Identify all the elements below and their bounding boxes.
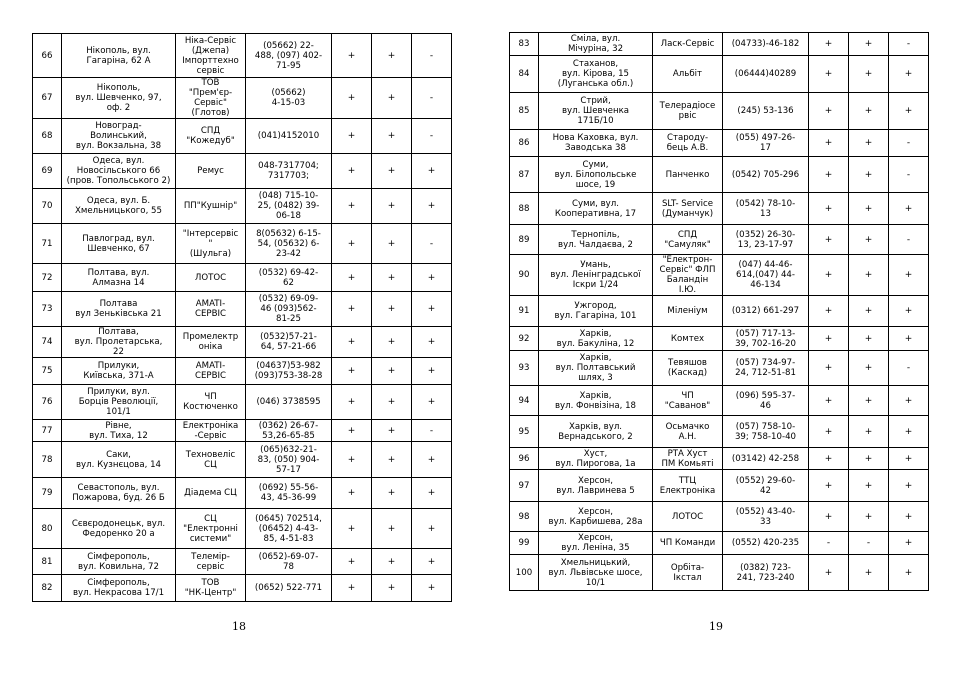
row-number: 88 — [510, 193, 539, 225]
availability-mark-2: + — [372, 327, 412, 358]
availability-mark-1: + — [809, 225, 849, 255]
availability-mark-1: + — [332, 385, 372, 420]
availability-mark-2: + — [372, 34, 412, 78]
service-centers-table — [509, 32, 929, 591]
row-number: 91 — [510, 296, 539, 327]
address-cell: Прилуки, Київська, 371-А — [62, 358, 176, 385]
phone-cell: (046) 3738595 — [246, 385, 332, 420]
availability-mark-3: + — [889, 296, 929, 327]
company-cell: Альбіт — [653, 56, 723, 93]
company-cell: Промелектр оніка — [176, 327, 246, 358]
row-number: 68 — [33, 119, 62, 154]
phone-cell: (055) 497-26- 17 — [723, 130, 809, 157]
availability-mark-2: + — [849, 225, 889, 255]
row-number: 90 — [510, 255, 539, 296]
availability-mark-2: + — [849, 157, 889, 193]
company-cell: СПД "Кожедуб" — [176, 119, 246, 154]
availability-mark-1: + — [809, 351, 849, 386]
availability-mark-1: + — [332, 224, 372, 264]
service-centers-table — [32, 33, 452, 602]
phone-cell: (0532) 69-42- 62 — [246, 264, 332, 292]
address-cell: Харків, вул. Полтавський шлях, 3 — [539, 351, 653, 386]
availability-mark-3: + — [412, 442, 452, 478]
availability-mark-2: + — [372, 358, 412, 385]
row-number: 98 — [510, 502, 539, 532]
row-number: 87 — [510, 157, 539, 193]
phone-cell: (057) 717-13- 39, 702-16-20 — [723, 327, 809, 351]
address-cell: Сімферополь, вул. Некрасова 17/1 — [62, 575, 176, 602]
row-number: 84 — [510, 56, 539, 93]
availability-mark-1: + — [332, 264, 372, 292]
availability-mark-3: + — [889, 416, 929, 448]
row-number: 75 — [33, 358, 62, 385]
availability-mark-3: - — [889, 33, 929, 56]
availability-mark-3: - — [889, 130, 929, 157]
company-cell: Ласк-Сервіс — [653, 33, 723, 56]
availability-mark-2: + — [372, 549, 412, 575]
availability-mark-3: - — [412, 34, 452, 78]
company-cell: AMATI- СЕРВІС — [176, 358, 246, 385]
company-cell: ЧП "Саванов" — [653, 386, 723, 416]
availability-mark-3: + — [889, 470, 929, 502]
availability-mark-3: - — [412, 119, 452, 154]
phone-cell: (065)632-21- 83, (050) 904- 57-17 — [246, 442, 332, 478]
address-cell: Прилуки, вул. Борців Революції, 101/1 — [62, 385, 176, 420]
availability-mark-2: + — [372, 264, 412, 292]
phone-cell: (245) 53-136 — [723, 93, 809, 130]
address-cell: Полтава, вул. Алмазна 14 — [62, 264, 176, 292]
row-number: 67 — [33, 78, 62, 119]
company-cell: Орбіта- Ікстал — [653, 555, 723, 591]
table-row — [33, 385, 452, 420]
availability-mark-1: + — [809, 193, 849, 225]
availability-mark-3: + — [889, 386, 929, 416]
company-cell: Осьмачко А.Н. — [653, 416, 723, 448]
address-cell: Саки, вул. Кузнєцова, 14 — [62, 442, 176, 478]
address-cell: Павлоград, вул. Шевченко, 67 — [62, 224, 176, 264]
address-cell: Херсон, вул. Лавринева 5 — [539, 470, 653, 502]
company-cell: Міленіум — [653, 296, 723, 327]
availability-mark-1: + — [332, 154, 372, 189]
phone-cell: (0552) 29-60- 42 — [723, 470, 809, 502]
table-row — [33, 189, 452, 224]
availability-mark-3: + — [889, 93, 929, 130]
availability-mark-1: + — [332, 575, 372, 602]
company-cell: Ніка-Сервіс (Джепа) Імпорттехно сервіс — [176, 34, 246, 78]
company-cell: Телерадіосе рвіс — [653, 93, 723, 130]
company-cell: Ремус — [176, 154, 246, 189]
availability-mark-3: + — [412, 154, 452, 189]
address-cell: Нікополь, вул. Шевченко, 97, оф. 2 — [62, 78, 176, 119]
company-cell: "Електрон- Сервіс" ФЛП Баландін І.Ю. — [653, 255, 723, 296]
table-row — [510, 416, 929, 448]
row-number: 80 — [33, 509, 62, 549]
availability-mark-1: + — [809, 93, 849, 130]
availability-mark-2: + — [849, 255, 889, 296]
table-row — [510, 296, 929, 327]
availability-mark-1: + — [809, 130, 849, 157]
availability-mark-1: + — [809, 56, 849, 93]
address-cell: Тернопіль, вул. Чалдаєва, 2 — [539, 225, 653, 255]
availability-mark-1: + — [809, 470, 849, 502]
availability-mark-1: + — [332, 549, 372, 575]
availability-mark-3: + — [889, 193, 929, 225]
company-cell: "Інтерсервіс " (Шульга) — [176, 224, 246, 264]
address-cell: Сімферополь, вул. Ковильна, 72 — [62, 549, 176, 575]
row-number: 82 — [33, 575, 62, 602]
table-row — [510, 532, 929, 555]
availability-mark-3: - — [412, 78, 452, 119]
availability-mark-2: + — [372, 575, 412, 602]
availability-mark-2: + — [849, 56, 889, 93]
page-right — [477, 0, 954, 675]
row-number: 81 — [33, 549, 62, 575]
address-cell: Одеса, вул. Б. Хмельницького, 55 — [62, 189, 176, 224]
table-row — [33, 119, 452, 154]
company-cell: ЛОТОС — [176, 264, 246, 292]
address-cell: Хуст, вул. Пирогова, 1а — [539, 448, 653, 470]
availability-mark-2: + — [849, 296, 889, 327]
availability-mark-1: + — [809, 555, 849, 591]
table-row — [33, 292, 452, 327]
company-cell: СЦ "Електронні системи" — [176, 509, 246, 549]
row-number: 97 — [510, 470, 539, 502]
company-cell: Староду- бець А.В. — [653, 130, 723, 157]
phone-cell: (0552) 420-235 — [723, 532, 809, 555]
availability-mark-2: + — [849, 470, 889, 502]
availability-mark-1: - — [809, 532, 849, 555]
row-number: 79 — [33, 478, 62, 509]
phone-cell: (096) 595-37- 46 — [723, 386, 809, 416]
availability-mark-1: + — [809, 327, 849, 351]
table-row — [33, 224, 452, 264]
availability-mark-2: + — [372, 420, 412, 442]
phone-cell: 8(05632) 6-15- 54, (05632) 6- 23-42 — [246, 224, 332, 264]
address-cell: Харків, вул. Фонвізіна, 18 — [539, 386, 653, 416]
availability-mark-1: + — [332, 327, 372, 358]
row-number: 89 — [510, 225, 539, 255]
availability-mark-1: + — [332, 119, 372, 154]
address-cell: Нова Каховка, вул. Заводська 38 — [539, 130, 653, 157]
availability-mark-3: + — [889, 555, 929, 591]
phone-cell: (05662) 22- 488, (097) 402- 71-95 — [246, 34, 332, 78]
table-row — [510, 56, 929, 93]
phone-cell: (0312) 661-297 — [723, 296, 809, 327]
availability-mark-1: + — [809, 296, 849, 327]
row-number: 78 — [33, 442, 62, 478]
availability-mark-3: + — [889, 56, 929, 93]
phone-cell: (04733)-46-182 — [723, 33, 809, 56]
table-row — [33, 478, 452, 509]
company-cell: Тевяшов (Каскад) — [653, 351, 723, 386]
row-number: 95 — [510, 416, 539, 448]
row-number: 93 — [510, 351, 539, 386]
address-cell: Полтава, вул. Пролетарська, 22 — [62, 327, 176, 358]
row-number: 86 — [510, 130, 539, 157]
row-number: 66 — [33, 34, 62, 78]
availability-mark-1: + — [332, 292, 372, 327]
phone-cell: (03142) 42-258 — [723, 448, 809, 470]
availability-mark-3: - — [412, 420, 452, 442]
phone-cell: (057) 758-10- 39; 758-10-40 — [723, 416, 809, 448]
row-number: 74 — [33, 327, 62, 358]
page-number: 19 — [709, 620, 723, 633]
availability-mark-3: + — [889, 448, 929, 470]
company-cell: Комтех — [653, 327, 723, 351]
table-row — [33, 154, 452, 189]
availability-mark-1: + — [332, 189, 372, 224]
availability-mark-1: + — [332, 78, 372, 119]
row-number: 69 — [33, 154, 62, 189]
address-cell: Стрий, вул. Шевченка 171Б/10 — [539, 93, 653, 130]
availability-mark-2: + — [372, 119, 412, 154]
table-row — [510, 555, 929, 591]
table-row — [510, 448, 929, 470]
availability-mark-3: - — [889, 157, 929, 193]
company-cell: ЧП Команди — [653, 532, 723, 555]
phone-cell: 048-7317704; 7317703; — [246, 154, 332, 189]
row-number: 71 — [33, 224, 62, 264]
table-row — [510, 470, 929, 502]
address-cell: Херсон, вул. Карбишева, 28а — [539, 502, 653, 532]
availability-mark-3: + — [889, 532, 929, 555]
availability-mark-1: + — [332, 34, 372, 78]
table-row — [33, 264, 452, 292]
availability-mark-1: + — [332, 478, 372, 509]
address-cell: Новоград- Волинський, вул. Вокзальна, 38 — [62, 119, 176, 154]
availability-mark-3: + — [412, 385, 452, 420]
company-cell: ПП"Кушнір" — [176, 189, 246, 224]
table-row — [33, 442, 452, 478]
availability-mark-3: + — [412, 575, 452, 602]
availability-mark-2: + — [849, 351, 889, 386]
availability-mark-1: + — [809, 448, 849, 470]
table-row — [33, 78, 452, 119]
phone-cell: (048) 715-10- 25, (0482) 39- 06-18 — [246, 189, 332, 224]
row-number: 83 — [510, 33, 539, 56]
availability-mark-3: + — [889, 502, 929, 532]
company-cell: ЧП Костюченко — [176, 385, 246, 420]
availability-mark-1: + — [809, 386, 849, 416]
availability-mark-1: + — [809, 255, 849, 296]
availability-mark-3: - — [889, 225, 929, 255]
availability-mark-3: + — [412, 292, 452, 327]
company-cell: AMATI- СЕРВІС — [176, 292, 246, 327]
availability-mark-3: + — [412, 478, 452, 509]
availability-mark-2: + — [849, 555, 889, 591]
phone-cell: (0652) 522-771 — [246, 575, 332, 602]
table-row — [510, 130, 929, 157]
company-cell: ТОВ "НК-Центр" — [176, 575, 246, 602]
availability-mark-3: + — [412, 549, 452, 575]
address-cell: Умань, вул. Ленінградської Іскри 1/24 — [539, 255, 653, 296]
row-number: 70 — [33, 189, 62, 224]
table-row — [510, 157, 929, 193]
phone-cell: (05662) 4-15-03 — [246, 78, 332, 119]
availability-mark-3: + — [412, 358, 452, 385]
address-cell: Сміла, вул. Мічуріна, 32 — [539, 33, 653, 56]
address-cell: Суми, вул. Кооперативна, 17 — [539, 193, 653, 225]
table-row — [510, 225, 929, 255]
address-cell: Харків, вул. Бакуліна, 12 — [539, 327, 653, 351]
table-row — [510, 386, 929, 416]
address-cell: Суми, вул. Білопольське шосе, 19 — [539, 157, 653, 193]
phone-cell: (0645) 702514, (06452) 4-43- 85, 4-51-83 — [246, 509, 332, 549]
availability-mark-3: + — [412, 264, 452, 292]
availability-mark-3: + — [412, 327, 452, 358]
availability-mark-2: + — [849, 33, 889, 56]
address-cell: Рівне, вул. Тиха, 12 — [62, 420, 176, 442]
table-row — [33, 358, 452, 385]
table-row — [33, 327, 452, 358]
address-cell: Одеса, вул. Новосільського 66 (пров. Топольського 2) — [62, 154, 176, 189]
availability-mark-2: + — [372, 78, 412, 119]
availability-mark-2: + — [372, 478, 412, 509]
row-number: 94 — [510, 386, 539, 416]
table-row — [33, 575, 452, 602]
availability-mark-3: - — [889, 351, 929, 386]
availability-mark-3: + — [889, 327, 929, 351]
company-cell: СПД "Самуляк" — [653, 225, 723, 255]
availability-mark-2: + — [849, 193, 889, 225]
company-cell: Техновеліс СЦ — [176, 442, 246, 478]
company-cell: Панченко — [653, 157, 723, 193]
table-row — [510, 93, 929, 130]
availability-mark-2: + — [849, 130, 889, 157]
table-row — [33, 509, 452, 549]
address-cell: Харків, вул. Вернадського, 2 — [539, 416, 653, 448]
company-cell: Телемір- сервіс — [176, 549, 246, 575]
company-cell: SLT- Service (Думанчук) — [653, 193, 723, 225]
address-cell: Нікополь, вул. Гагаріна, 62 А — [62, 34, 176, 78]
address-cell: Херсон, вул. Леніна, 35 — [539, 532, 653, 555]
row-number: 76 — [33, 385, 62, 420]
address-cell: Сєвєродонецьк, вул. Федоренко 20 а — [62, 509, 176, 549]
row-number: 77 — [33, 420, 62, 442]
availability-mark-2: + — [849, 386, 889, 416]
availability-mark-3: + — [889, 255, 929, 296]
phone-cell: (0352) 26-30- 13, 23-17-97 — [723, 225, 809, 255]
phone-cell: (0552) 43-40- 33 — [723, 502, 809, 532]
page-number: 18 — [232, 620, 246, 633]
phone-cell: (0532) 69-09- 46 (093)562- 81-25 — [246, 292, 332, 327]
availability-mark-2: + — [849, 416, 889, 448]
company-cell: ТТЦ Електроніка — [653, 470, 723, 502]
phone-cell: (0362) 26-67- 53,26-65-85 — [246, 420, 332, 442]
availability-mark-1: + — [332, 442, 372, 478]
company-cell: Електроніка -Сервіс — [176, 420, 246, 442]
address-cell: Ужгород, вул. Гагаріна, 101 — [539, 296, 653, 327]
availability-mark-3: + — [412, 189, 452, 224]
table-row — [33, 549, 452, 575]
address-cell: Хмельницький, вул. Львівське шосе, 10/1 — [539, 555, 653, 591]
table-row — [510, 327, 929, 351]
table-row — [510, 255, 929, 296]
table-row — [510, 193, 929, 225]
availability-mark-3: - — [412, 224, 452, 264]
address-cell: Полтава вул Зеньківська 21 — [62, 292, 176, 327]
phone-cell: (04637)53-982 (093)753-38-28 — [246, 358, 332, 385]
company-cell: ЛОТОС — [653, 502, 723, 532]
phone-cell: (0542) 705-296 — [723, 157, 809, 193]
phone-cell: (057) 734-97- 24, 712-51-81 — [723, 351, 809, 386]
phone-cell: (06444)40289 — [723, 56, 809, 93]
table-row — [510, 502, 929, 532]
phone-cell: (041)4152010 — [246, 119, 332, 154]
address-cell: Севастополь, вул. Пожарова, буд. 26 Б — [62, 478, 176, 509]
phone-cell: (0532)57-21- 64, 57-21-66 — [246, 327, 332, 358]
availability-mark-1: + — [332, 420, 372, 442]
availability-mark-1: + — [332, 509, 372, 549]
company-cell: ТОВ "Прем'єр- Сервіс" (Глотов) — [176, 78, 246, 119]
phone-cell: (047) 44-46- 614,(047) 44- 46-134 — [723, 255, 809, 296]
table-row — [33, 420, 452, 442]
availability-mark-2: - — [849, 532, 889, 555]
row-number: 92 — [510, 327, 539, 351]
row-number: 73 — [33, 292, 62, 327]
company-cell: РТА Хуст ПМ Комьяті — [653, 448, 723, 470]
availability-mark-2: + — [849, 327, 889, 351]
availability-mark-2: + — [372, 442, 412, 478]
phone-cell: (0652)-69-07- 78 — [246, 549, 332, 575]
availability-mark-1: + — [809, 502, 849, 532]
availability-mark-2: + — [849, 502, 889, 532]
phone-cell: (0382) 723- 241, 723-240 — [723, 555, 809, 591]
row-number: 85 — [510, 93, 539, 130]
availability-mark-1: + — [809, 157, 849, 193]
availability-mark-2: + — [372, 292, 412, 327]
phone-cell: (0542) 78-10- 13 — [723, 193, 809, 225]
availability-mark-2: + — [372, 189, 412, 224]
availability-mark-2: + — [372, 385, 412, 420]
company-cell: Діадема СЦ — [176, 478, 246, 509]
availability-mark-1: + — [809, 416, 849, 448]
table-row — [510, 351, 929, 386]
availability-mark-2: + — [372, 224, 412, 264]
address-cell: Стаханов, вул. Кірова, 15 (Луганська обл.) — [539, 56, 653, 93]
availability-mark-3: + — [412, 509, 452, 549]
availability-mark-1: + — [809, 33, 849, 56]
table-row — [510, 33, 929, 56]
row-number: 99 — [510, 532, 539, 555]
availability-mark-2: + — [849, 448, 889, 470]
availability-mark-2: + — [372, 154, 412, 189]
row-number: 72 — [33, 264, 62, 292]
availability-mark-2: + — [372, 509, 412, 549]
row-number: 96 — [510, 448, 539, 470]
row-number: 100 — [510, 555, 539, 591]
phone-cell: (0692) 55-56- 43, 45-36-99 — [246, 478, 332, 509]
availability-mark-2: + — [849, 93, 889, 130]
table-row — [33, 34, 452, 78]
availability-mark-1: + — [332, 358, 372, 385]
